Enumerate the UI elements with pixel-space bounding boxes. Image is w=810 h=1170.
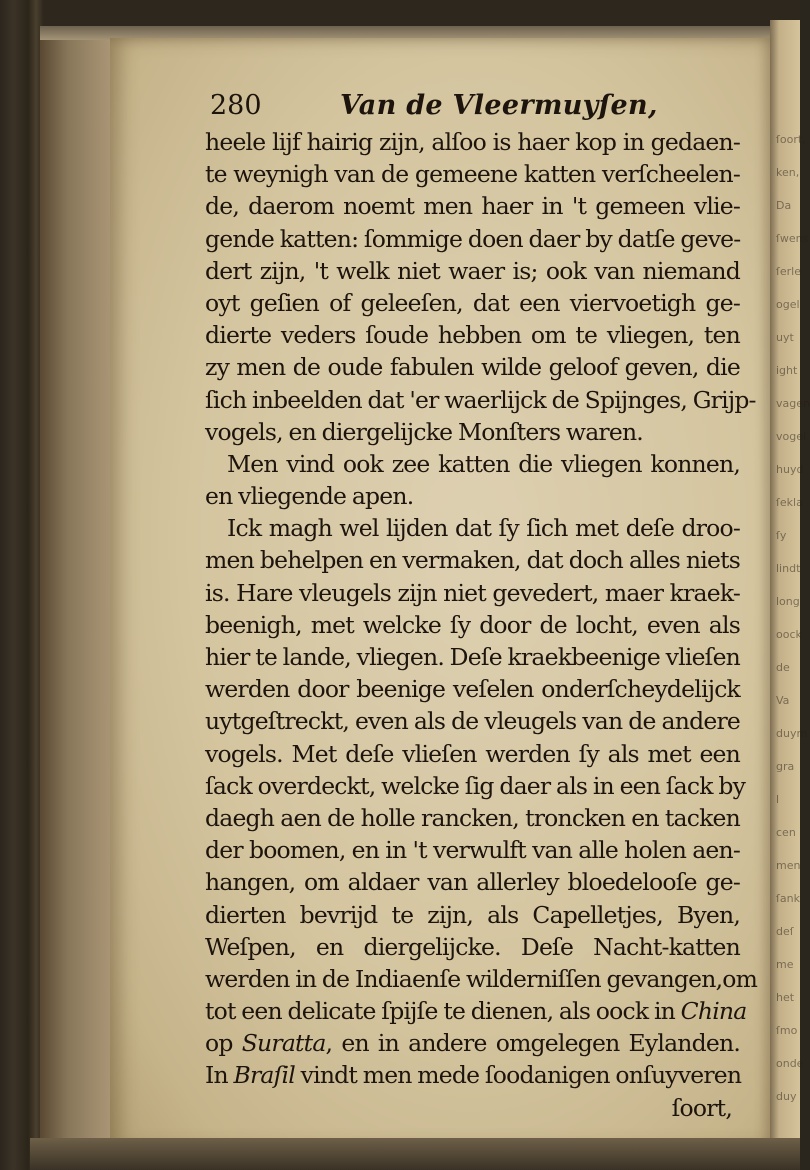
page-number: 280 [210,90,262,121]
facing-page-fragment: ſy [776,529,787,542]
text-line: men behelpen en vermaken, dat doch alles niets [205,546,740,575]
paragraph-first-line: Ick magh wel lijden dat ſy ſich met deſe droo- [227,514,740,543]
facing-page-fragment: de [776,661,790,674]
italic-place-name: Braſil [233,1061,295,1090]
facing-page-fragment: onde [776,1057,804,1070]
text-line [205,995,747,1027]
paragraph-first-line: Men vind ook zee katten die vliegen konnen, [227,449,740,478]
line-text: vindt men mede ſoodanigen onſuyveren [294,1061,742,1090]
text-line: daegh aen de holle rancken, troncken en tacken [205,803,740,832]
facing-page-fragment: ſerle [776,265,801,278]
facing-page-fragment: duy [776,1090,797,1103]
facing-page-fragment: vagen [776,397,810,410]
facing-page-fragment: oock [776,628,802,641]
text-line: vogels. Met deſe vlieſen werden ſy als met een [205,739,740,768]
text-line [205,1027,740,1059]
facing-page-fragment: huyd [776,463,804,476]
text-line: vogels, en diergelijcke Monſters waren. [205,417,643,446]
text-line: dierten bevrijd te zijn, als Capelletjes, Byen, [205,900,740,929]
text-line: hangen, om aldaer van allerley bloedelooſe ge- [205,868,740,897]
text-line: hier te lande, vliegen. Deſe kraekbeenige vlieſen [205,643,741,671]
italic-place-name: China [680,997,747,1026]
line-text: , en in andere omgelegen Eylanden. [325,1029,741,1058]
facing-page-fragment: ſoort, [776,133,806,146]
text-line [205,1059,740,1091]
bottom-page-edge [30,1138,800,1170]
facing-page-fragment: me [776,958,794,971]
facing-page-fragment: Da [776,199,792,212]
line-text: In [205,1061,228,1090]
running-head [210,86,710,126]
text-line: ſack overdeckt, welcke ſig daer als in een ſack by [205,771,746,800]
text-line: gende katten: ſommige doen daer by datſe geve- [205,224,741,253]
facing-page-fragment: Va [776,694,790,707]
facing-page-fragment: ſank [776,892,800,905]
book-spine-edge [40,40,120,1160]
text-line: is. Hare vleugels zijn niet gevedert, maer kraek- [205,578,740,607]
text-line: uytgeſtreckt, even als de vleugels van de andere [205,707,740,736]
facing-page-fragment: ight [776,364,798,377]
text-line: oyt geſien of geleeſen, dat een viervoetigh ge- [205,288,740,317]
facing-page-fragment: lindt [776,562,801,575]
text-line: heele lijf hairig zijn, alſoo is haer kop in gedaen- [205,128,740,156]
text-line: der boomen, en in 't verwulft van alle holen aen- [205,836,740,865]
facing-page-fragment: l [776,793,780,806]
facing-page-fragment: gra [776,760,795,773]
text-line: de, daerom noemt men haer in 't gemeen vlie- [205,192,740,221]
facing-page-fragment: deſ [776,925,794,938]
text-line: te weynigh van de gemeene katten verſcheelen- [205,160,740,189]
facing-page-fragment: vogel [776,430,807,443]
text-line: beenigh, met welcke ſy door de locht, even als [205,610,740,639]
line-text: op [205,1029,233,1058]
text-line: dert zijn, 't welk niet waer is; ook van niemand [205,256,740,285]
body-text [205,126,758,1124]
facing-page-fragment: uyt [776,331,794,344]
facing-page-fragment: het [776,991,795,1004]
facing-page-fragment: long [776,595,800,608]
line-text: tot een delicate ſpijſe te dienen, als oock in [205,997,675,1026]
text-line: dierte veders ſoude hebben om te vliegen, ten [205,321,740,350]
facing-page-fragment: ſwens [776,232,809,245]
facing-page-fragment: cen [776,826,796,839]
facing-page-fragment: ken, [776,166,800,179]
text-line: werden door beenige veſelen onderſcheydelijck [205,675,740,704]
facing-page-fragment: ogel [776,298,800,311]
text-line: zy men de oude fabulen wilde geloof geven, die [205,353,740,382]
text-line: ſich inbeelden dat 'er waerlijck de Spijnges, Grijp- [205,385,756,414]
facing-page-fragment: duym [776,727,808,740]
facing-page-fragment: ſekla [776,496,803,509]
text-line: werden in de Indiaenſe wilderniſſen gevangen,om [205,964,758,993]
italic-place-name: Suratta [241,1029,326,1058]
catchword: ſoort, [671,1093,732,1122]
facing-page-fragment: ſmo [776,1024,798,1037]
text-line: Weſpen, en diergelijcke. Deſe Nacht-katten [205,932,740,961]
text-line: en vliegende apen. [205,482,414,511]
running-title: Van de Vleermuyſen, [340,90,658,121]
facing-page-fragment: men [776,859,801,872]
